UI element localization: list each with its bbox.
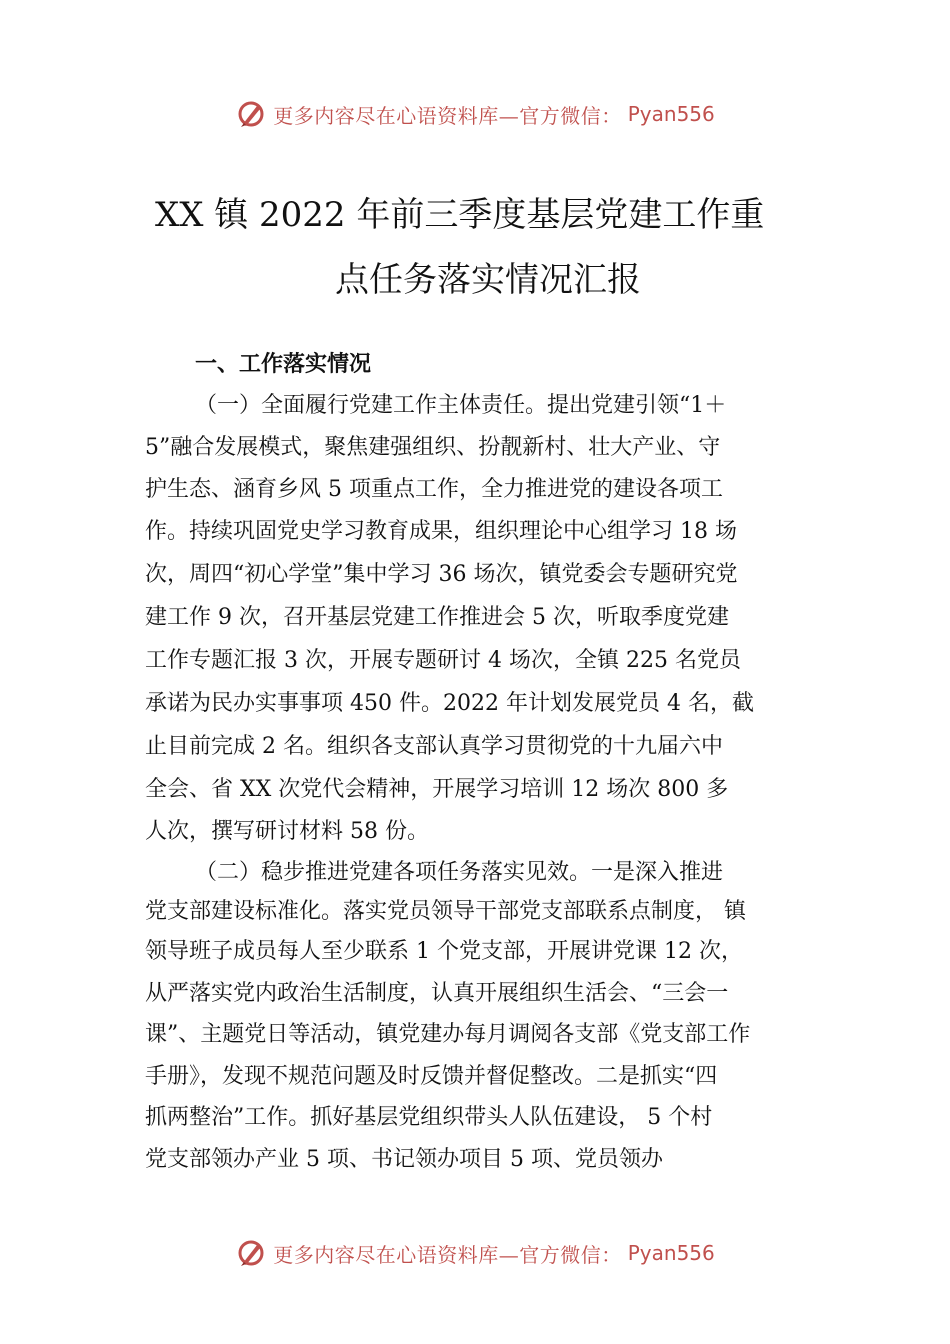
body-line: 人次，撰写研讨材料 58 份。	[145, 819, 429, 844]
pen-logo-icon	[235, 98, 267, 130]
document-title-line-1: XX 镇 2022 年前三季度基层党建工作重	[155, 195, 765, 235]
body-line: 党支部建设标准化。落实党员领导干部党支部联系点制度， 镇	[145, 899, 746, 924]
watermark-id: Pyan556	[627, 1241, 715, 1265]
watermark-footer	[0, 1233, 950, 1273]
body-line: （二）稳步推进党建各项任务落实见效。一是深入推进	[195, 860, 724, 885]
body-line: 建工作 9 次，召开基层党建工作推进会 5 次，听取季度党建	[145, 605, 729, 630]
body-line: 护生态、涵育乡风 5 项重点工作，全力推进党的建设各项工	[145, 477, 723, 502]
body-line: 领导班子成员每人至少联系 1 个党支部，开展讲党课 12 次，	[145, 939, 743, 964]
body-line: 作。持续巩固党史学习教育成果，组织理论中心组学习 18 场	[145, 519, 737, 544]
watermark-header	[0, 94, 950, 134]
document-title-line-2: 点任务落实情况汇报	[335, 260, 641, 300]
body-line: 工作专题汇报 3 次，开展专题研讨 4 场次，全镇 225 名党员	[145, 648, 741, 673]
body-line: 课”、主题党日等活动，镇党建办每月调阅各支部《党支部工作	[145, 1022, 751, 1047]
body-line: （一）全面履行党建工作主体责任。提出党建引领“1＋	[195, 393, 727, 418]
body-line: 从严落实党内政治生活制度，认真开展组织生活会、“三会一	[145, 981, 729, 1006]
watermark-text: 更多内容尽在心语资料库—官方微信：	[273, 103, 622, 128]
body-line: 止目前完成 2 名。组织各支部认真学习贯彻党的十九届六中	[145, 734, 723, 759]
body-line: 抓两整治”工作。抓好基层党组织带头人队伍建设， 5 个村	[145, 1105, 713, 1130]
body-line: 承诺为民办实事事项 450 件。2022 年计划发展党员 4 名，截	[145, 691, 754, 716]
body-line: 党支部领办产业 5 项、书记领办项目 5 项、党员领办	[145, 1147, 663, 1172]
watermark-id: Pyan556	[627, 102, 715, 126]
body-line: 次，周四“初心学堂”集中学习 36 场次，镇党委会专题研究党	[145, 562, 738, 587]
watermark-text: 更多内容尽在心语资料库—官方微信：	[273, 1242, 622, 1267]
section-heading: 一、工作落实情况	[195, 352, 372, 377]
body-line: 5”融合发展模式，聚焦建强组织、扮靓新村、壮大产业、守	[145, 435, 721, 460]
body-line: 手册》，发现不规范问题及时反馈并督促整改。二是抓实“四	[145, 1064, 718, 1089]
body-line: 全会、省 XX 次党代会精神，开展学习培训 12 场次 800 多	[145, 777, 729, 802]
pen-logo-icon	[235, 1237, 267, 1269]
